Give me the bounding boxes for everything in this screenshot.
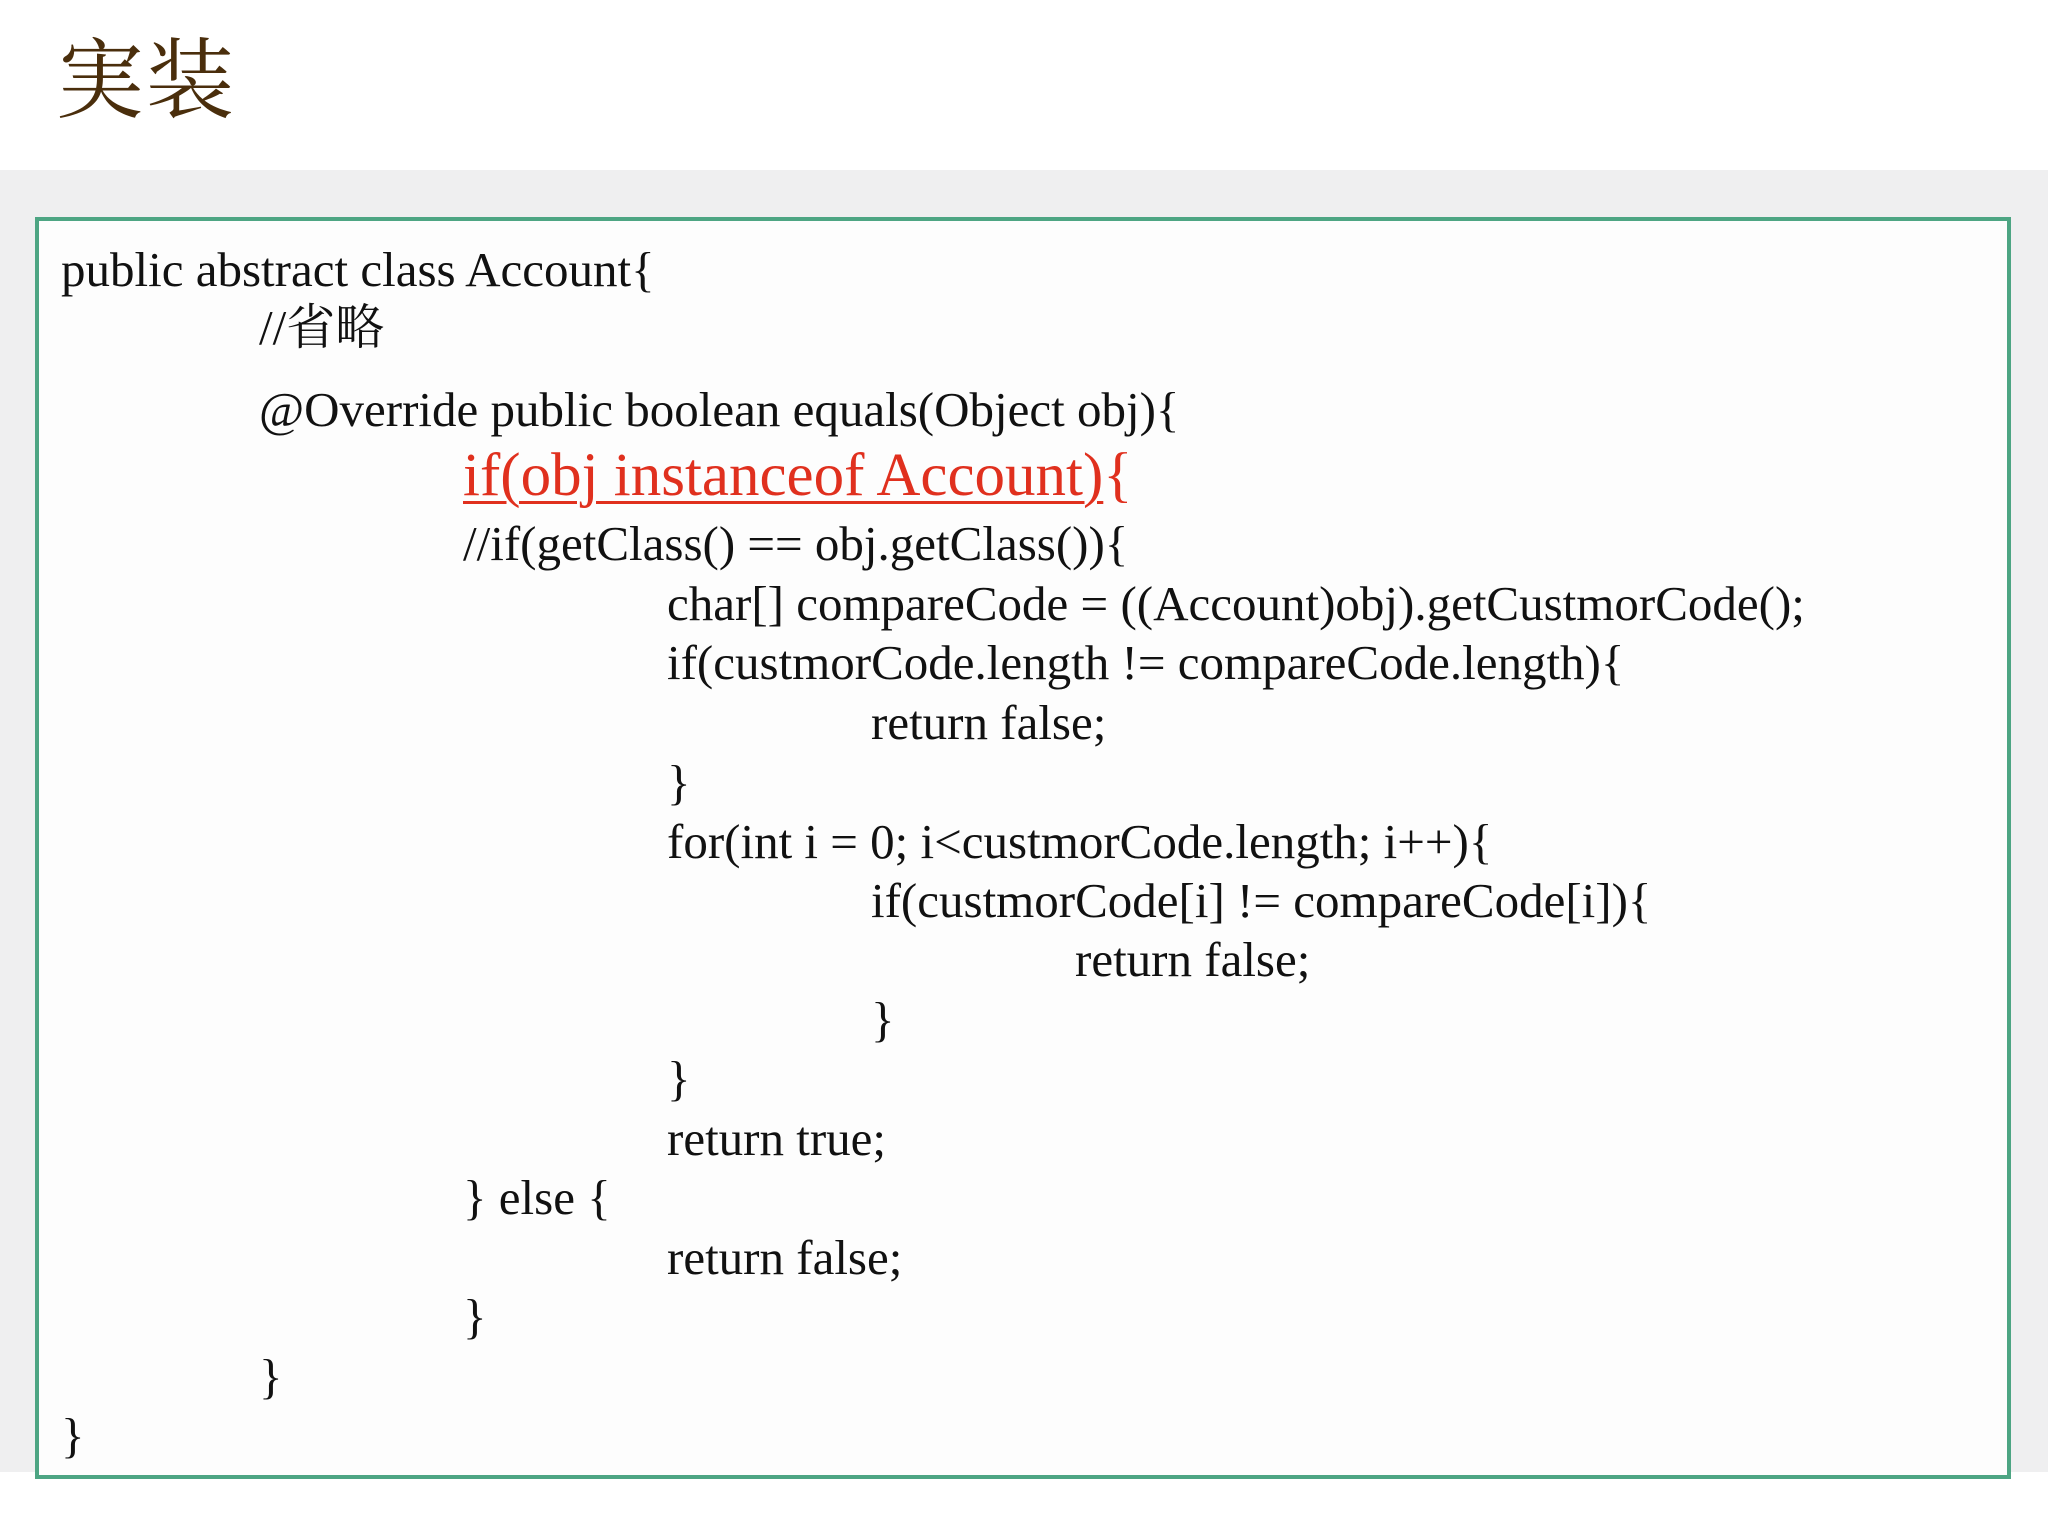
code-line: //省略 <box>259 300 385 355</box>
highlighted-code-text: if(obj instanceof Account) <box>463 442 1104 509</box>
highlighted-code-line <box>463 443 1133 509</box>
code-line: for(int i = 0; i<custmorCode.length; i++){ <box>667 814 1493 869</box>
code-line: } else { <box>463 1170 611 1225</box>
code-line: } <box>463 1289 487 1344</box>
code-line: @Override public boolean equals(Object obj){ <box>259 382 1180 437</box>
highlighted-code-brace: { <box>1103 442 1133 509</box>
code-block <box>35 217 2011 1479</box>
slide-title: 実装 <box>56 29 237 132</box>
code-line: public abstract class Account{ <box>61 242 655 297</box>
code-line: } <box>667 755 691 810</box>
slide-header <box>0 0 2048 170</box>
code-line: return false; <box>667 1230 903 1285</box>
code-line: return false; <box>1075 932 1311 987</box>
code-line: return false; <box>871 695 1107 750</box>
code-line: if(custmorCode.length != compareCode.length){ <box>667 635 1625 690</box>
code-line: } <box>61 1408 85 1463</box>
code-line: return true; <box>667 1111 887 1166</box>
code-line: } <box>667 1051 691 1106</box>
code-line: //if(getClass() == obj.getClass()){ <box>463 516 1129 571</box>
code-line: } <box>259 1349 283 1404</box>
code-line: char[] compareCode = ((Account)obj).getCustmorCode(); <box>667 576 1805 631</box>
code-line: if(custmorCode[i] != compareCode[i]){ <box>871 873 1652 928</box>
code-line: } <box>871 992 895 1047</box>
